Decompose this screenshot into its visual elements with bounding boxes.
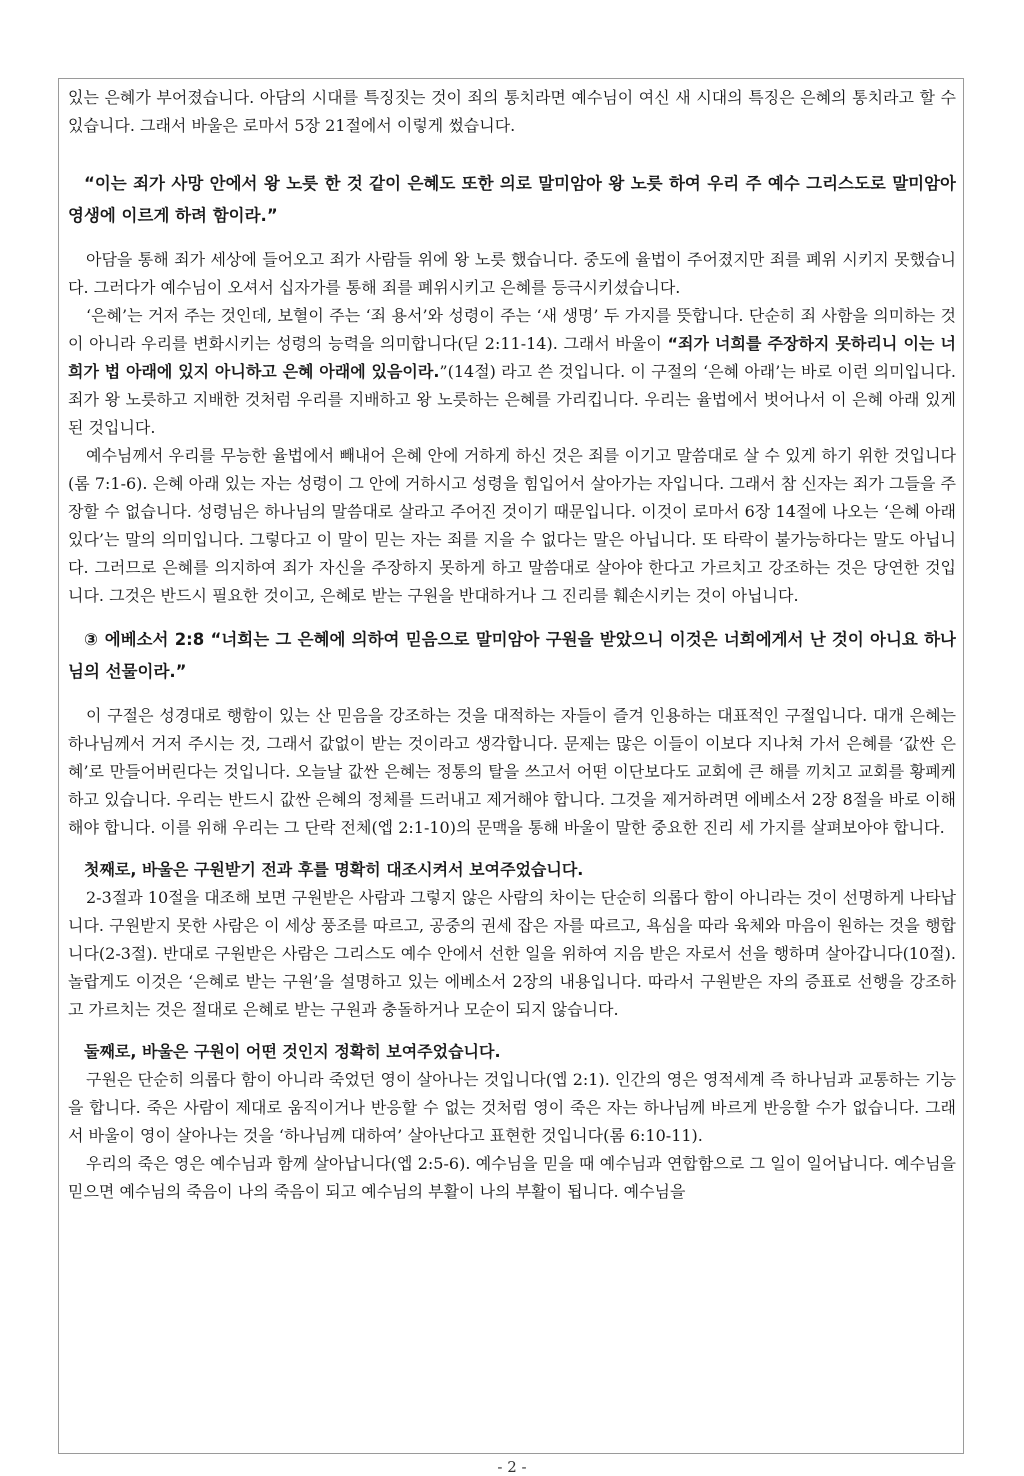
section-heading: 둘째로, 바울은 구원이 어떤 것인지 정확히 보여주었습니다. xyxy=(84,1042,501,1061)
paragraph: 우리의 죽은 영은 예수님과 함께 살아납니다(엡 2:5-6). 예수님을 믿을 때 예수님과 연합함으로 그 일이 일어납니다. 예수님을 믿으면 예수님의 죽음이 나의 죽음이 되고 예수님의 부활이 나의 부활이 됩니다. 예수님을 xyxy=(68,1154,956,1201)
page-number: - 2 - xyxy=(497,1458,527,1476)
paragraph: 구원은 단순히 의롭다 함이 아니라 죽었던 영이 살아나는 것입니다(엡 2:1). 인간의 영은 영적세계 즉 하나님과 교통하는 기능을 합니다. 죽은 사람이 제대로 움직이거나 반응할 수 없는 것처럼 영이 죽은 자는 하나님께 바르게 반응할 수가 없습니다. 그래서 바울이 영이 살아나는 것을 ‘하나님께 대하여’ 살아난다고 표현한 것입니다(롬 6:10-11). xyxy=(68,1070,956,1145)
inline-quote: “죄가 너희를 주장하지 못하리니 이는 너희가 법 아래에 있지 아니하고 은혜 아래에 있음이라. xyxy=(68,334,956,381)
scripture-quote: ③ 에베소서 2:8 “너희는 그 은혜에 의하여 믿음으로 말미암아 구원을 받았으니 이것은 너희에게서 난 것이 아니요 하나님의 선물이라.” xyxy=(68,630,956,681)
scripture-quote: “이는 죄가 사망 안에서 왕 노릇 한 것 같이 은혜도 또한 의로 말미암아 왕 노릇 하여 우리 주 예수 그리스도로 말미암아 영생에 이르게 하려 함이라.” xyxy=(68,174,956,225)
document-body xyxy=(68,84,956,1454)
paragraph: 있는 은혜가 부어졌습니다. 아담의 시대를 특징짓는 것이 죄의 통치라면 예수님이 여신 새 시대의 특징은 은혜의 통치라고 할 수 있습니다. 그래서 바울은 로마서 5장 21절에서 이렇게 썼습니다. xyxy=(68,88,956,135)
section-heading: 첫째로, 바울은 구원받기 전과 후를 명확히 대조시켜서 보여주었습니다. xyxy=(84,860,584,879)
paragraph xyxy=(68,302,956,442)
paragraph-text: ”(14절) 라고 쓴 것입니다. 이 구절의 ‘은혜 아래’는 바로 이런 의미입니다. 죄가 왕 노릇하고 지배한 것처럼 우리를 지배하고 왕 노릇하는 은혜를 가리킵니다. 우리는 율법에서 벗어나서 이 은혜 아래 있게 된 것입니다. xyxy=(68,362,956,437)
paragraph: 2-3절과 10절을 대조해 보면 구원받은 사람과 그렇지 않은 사람의 차이는 단순히 의롭다 함이 아니라는 것이 선명하게 나타납니다. 구원받지 못한 사람은 이 세상 풍조를 따르고, 공중의 권세 잡은 자를 따르고, 욕심을 따라 육체와 마음이 원하는 것을 행합니다(2-3절). 반대로 구원받은 사람은 그리스도 예수 안에서 선한 일을 위하여 지음 받은 자로서 선을 행하며 살아갑니다(10절). 놀랍게도 이것은 ‘은혜로 받는 구원’을 설명하고 있는 에베소서 2장의 내용입니다. 따라서 구원받은 자의 증표로 선행을 강조하고 가르치는 것은 절대로 은혜로 받는 구원과 충돌하거나 모순이 되지 않습니다. xyxy=(68,888,956,1019)
paragraph-text: ‘은혜’는 거저 주는 것인데, 보혈이 주는 ‘죄 용서’와 성령이 주는 ‘새 생명’ 두 가지를 뜻합니다. 단순히 죄 사함을 의미하는 것이 아니라 우리를 변화시키는 성령의 능력을 의미합니다(딛 2:11-14). 그래서 바울이 xyxy=(68,306,956,353)
paragraph: 이 구절은 성경대로 행함이 있는 산 믿음을 강조하는 것을 대적하는 자들이 즐겨 인용하는 대표적인 구절입니다. 대개 은혜는 하나님께서 거저 주시는 것, 그래서 값없이 받는 것이라고 생각합니다. 문제는 많은 이들이 이보다 지나쳐 가서 은혜를 ‘값싼 은혜’로 만들어버린다는 것입니다. 오늘날 값싼 은혜는 정통의 탈을 쓰고서 어떤 이단보다도 교회에 큰 해를 끼치고 교회를 황폐케 하고 있습니다. 우리는 반드시 값싼 은혜의 정체를 드러내고 제거해야 합니다. 그것을 제거하려면 에베소서 2장 8절을 바로 이해해야 합니다. 이를 위해 우리는 그 단락 전체(엡 2:1-10)의 문맥을 통해 바울이 말한 중요한 진리 세 가지를 살펴보아야 합니다. xyxy=(68,706,956,837)
paragraph: 예수님께서 우리를 무능한 율법에서 빼내어 은혜 안에 거하게 하신 것은 죄를 이기고 말씀대로 살 수 있게 하기 위한 것입니다(롬 7:1-6). 은혜 아래 있는 자는 성령이 그 안에 거하시고 성령을 힘입어서 살아가는 자입니다. 그래서 참 신자는 죄가 그들을 주장할 수 없습니다. 성령님은 하나님의 말씀대로 살라고 주어진 것이기 때문입니다. 이것이 로마서 6장 14절에 나오는 ‘은혜 아래 있다’는 말의 의미입니다. 그렇다고 이 말이 믿는 자는 죄를 지을 수 없다는 말은 아닙니다. 또 타락이 불가능하다는 말도 아닙니다. 그러므로 은혜를 의지하여 죄가 자신을 주장하지 못하게 하고 말씀대로 살아야 한다고 가르치고 강조하는 것은 당연한 것입니다. 그것은 반드시 필요한 것이고, 은혜로 받는 구원을 반대하거나 그 진리를 훼손시키는 것이 아닙니다. xyxy=(68,446,956,605)
paragraph: 아담을 통해 죄가 세상에 들어오고 죄가 사람들 위에 왕 노릇 했습니다. 중도에 율법이 주어졌지만 죄를 폐위 시키지 못했습니다. 그러다가 예수님이 오셔서 십자가를 통해 죄를 폐위시키고 은혜를 등극시키셨습니다. xyxy=(68,250,956,297)
